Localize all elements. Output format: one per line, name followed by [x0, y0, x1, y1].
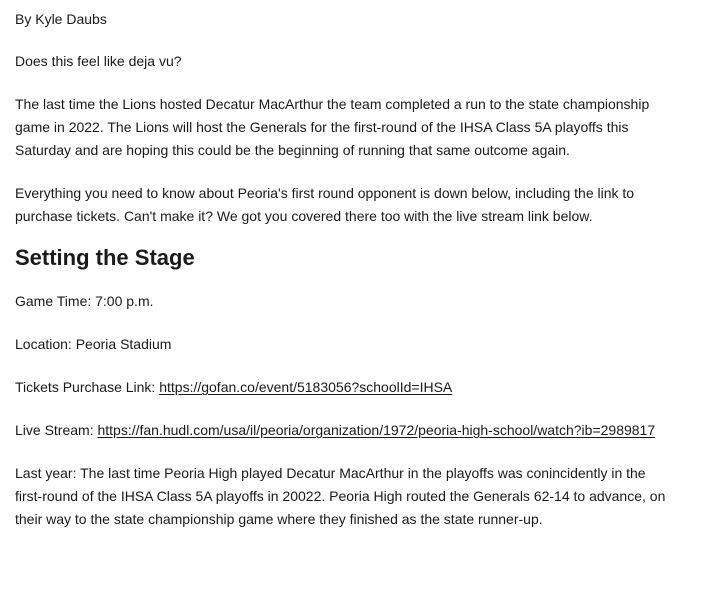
section-heading: Setting the Stage	[15, 245, 195, 270]
livestream-line	[15, 419, 675, 442]
byline: By Kyle Daubs	[15, 11, 107, 27]
livestream-link[interactable]: https://fan.hudl.com/usa/il/peoria/organization/1972/peoria-high-school/watch?ib=2989817	[97, 422, 656, 438]
game-time: Game Time: 7:00 p.m.	[15, 293, 154, 309]
last-year-paragraph: Last year: The last time Peoria High played Decatur MacArthur in the playoffs was conincidently in the first-round of the IHSA Class 5A playoffs in 20022. Peoria High routed the Generals 62-14 to advance, on their way to the state championship game where they finished as the state runner-up.	[15, 465, 666, 527]
intro-question: Does this feel like deja vu?	[15, 53, 182, 69]
location: Location: Peoria Stadium	[15, 336, 172, 352]
tickets-line	[15, 376, 675, 399]
tickets-link[interactable]: https://gofan.co/event/5183056?schoolId=IHSA	[159, 379, 453, 395]
livestream-label: Live Stream:	[15, 422, 98, 438]
paragraph-intro: The last time the Lions hosted Decatur MacArthur the team completed a run to the state championship game in 2022. The Lions will host the Generals for the first-round of the IHSA Class 5A playoffs this Saturday and are hoping this could be the beginning of running that same outcome again.	[15, 96, 650, 158]
paragraph-details: Everything you need to know about Peoria's first round opponent is down below, including the link to purchase tickets. Can't make it? We got you covered there too with the live stream link below.	[15, 185, 635, 224]
tickets-label: Tickets Purchase Link:	[15, 379, 160, 395]
